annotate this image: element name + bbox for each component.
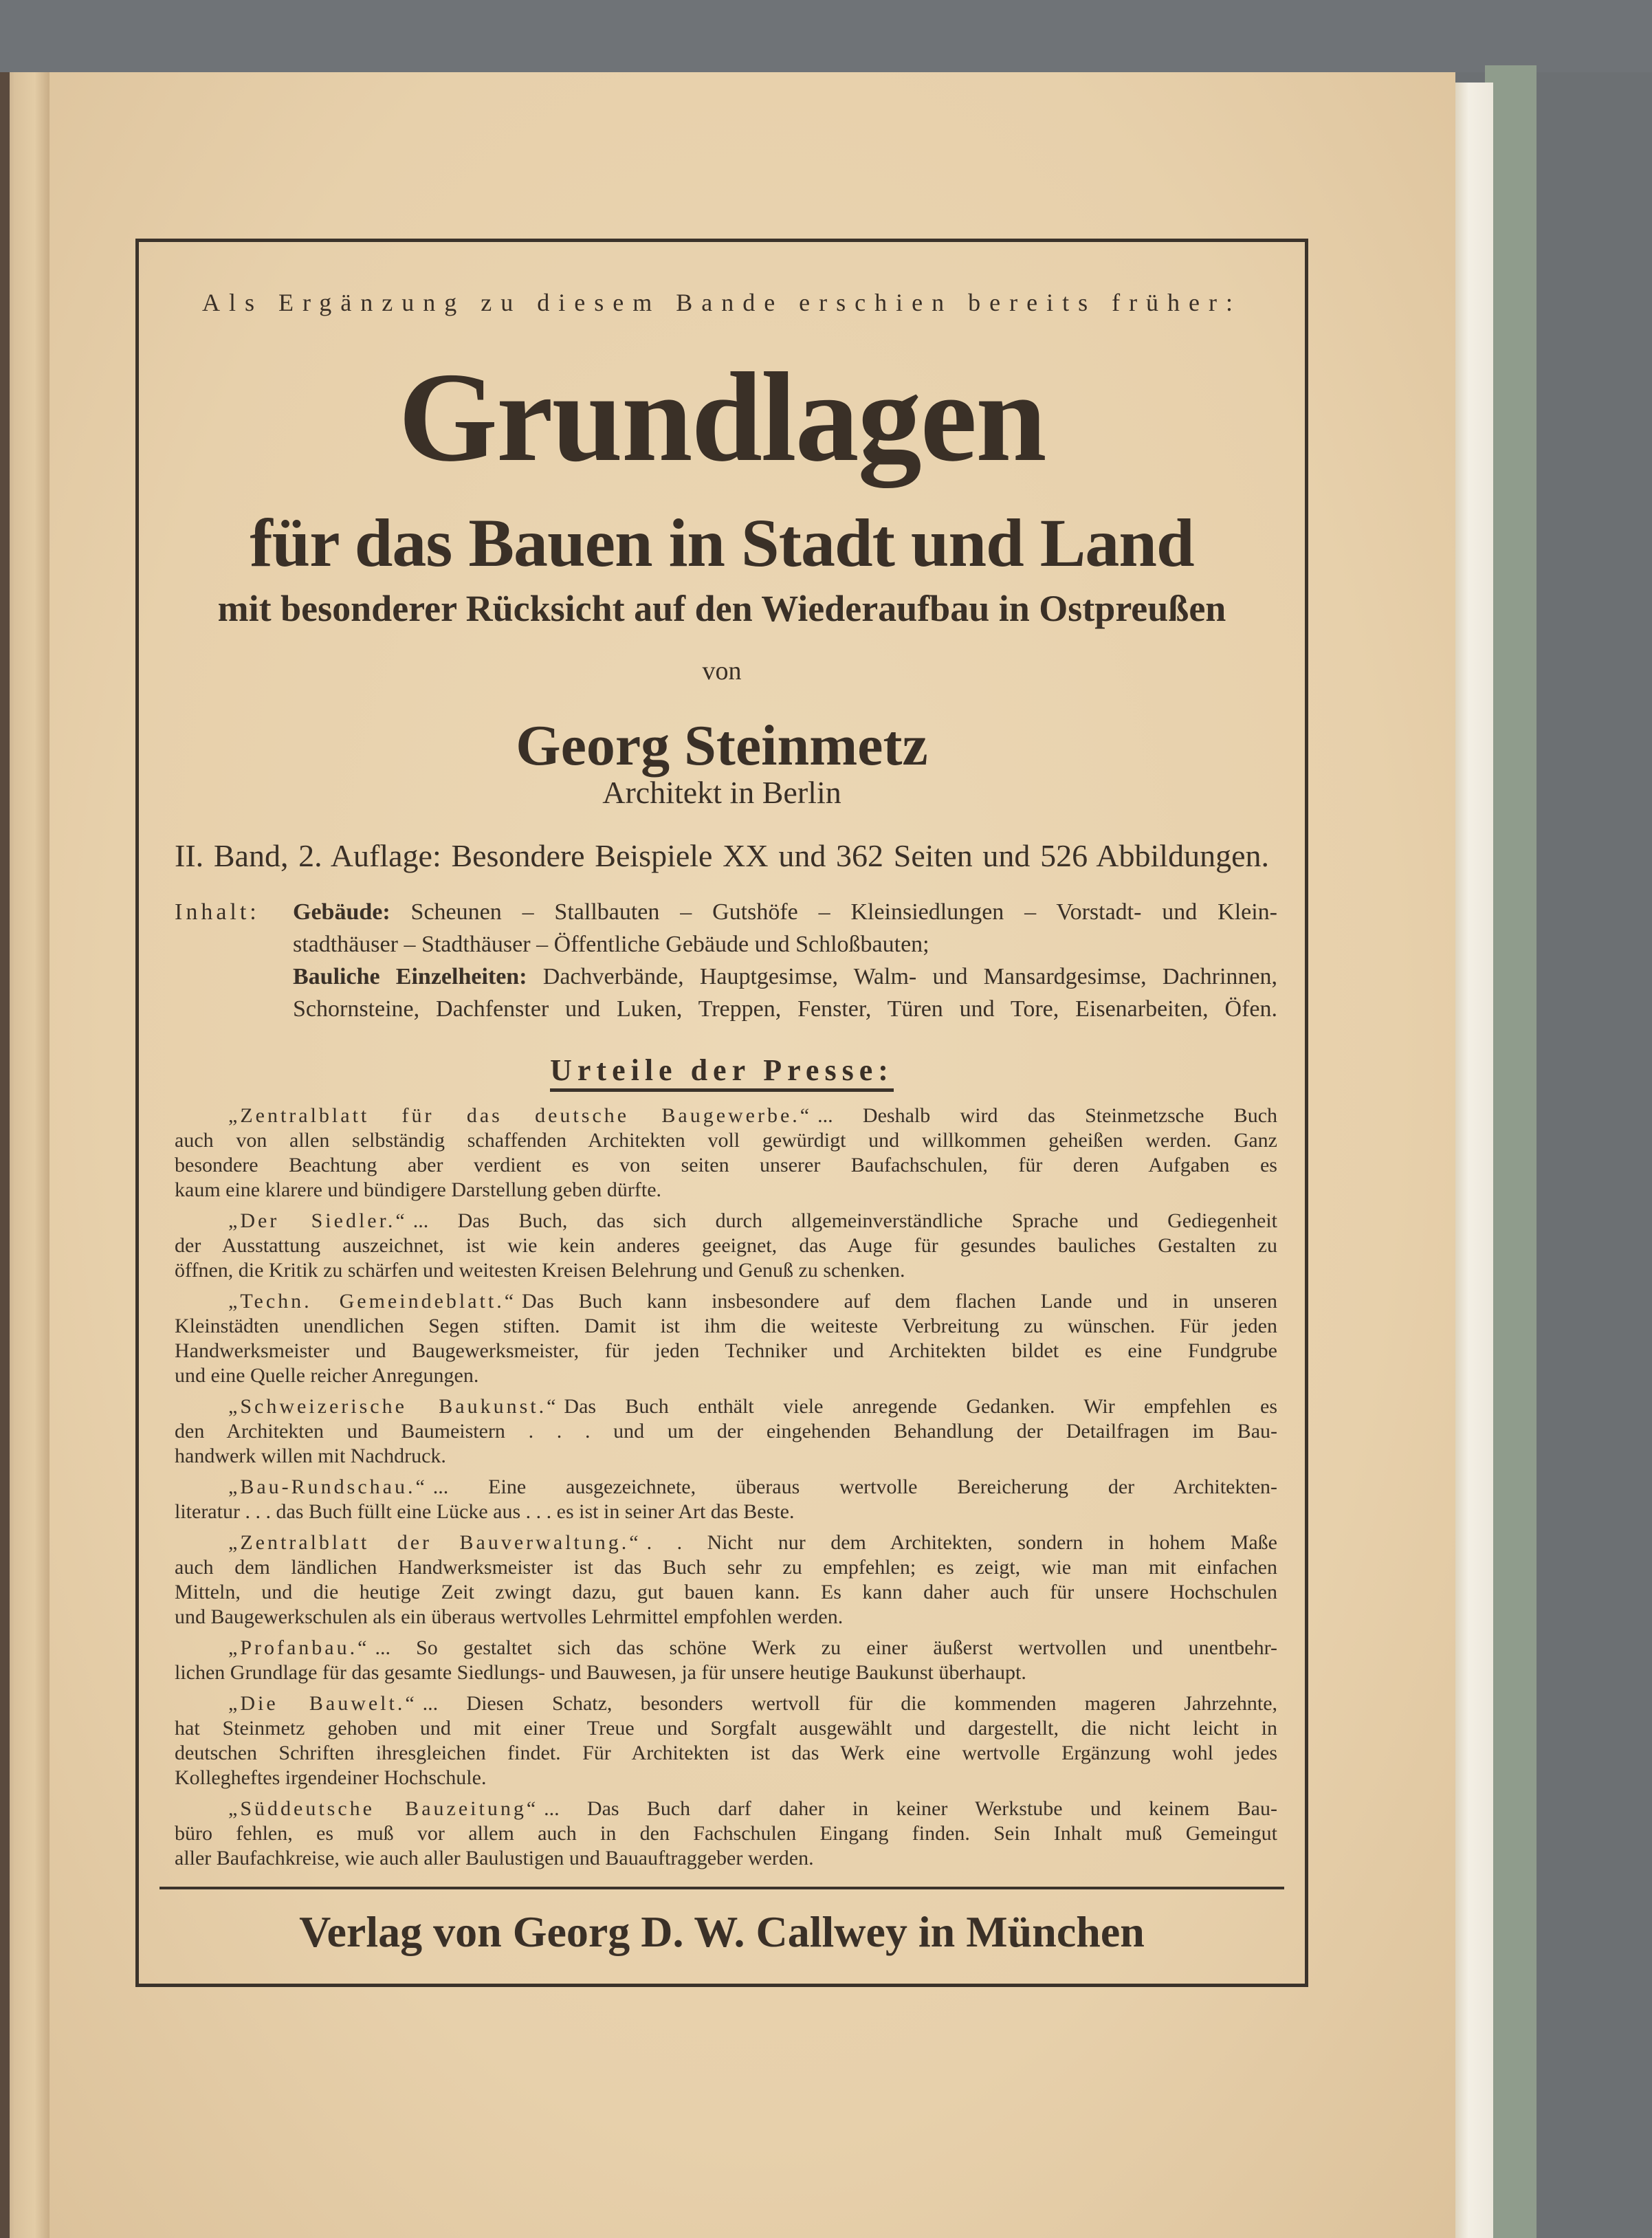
review-source: „Schweizerische Baukunst.“ (228, 1395, 559, 1418)
author-role: Architekt in Berlin (602, 775, 841, 810)
press-review (175, 1209, 1277, 1283)
binding-edge (0, 72, 10, 2238)
contents-text: Dachverbände, Hauptgesimse, Walm- und Mansardgesimse, Dachrinnen, (542, 964, 1278, 989)
contents-heading: Gebäude: (293, 899, 390, 925)
review-line (175, 1363, 1277, 1388)
contents-line (293, 961, 1277, 993)
publisher: Verlag von Georg D. W. Callwey in München (299, 1907, 1145, 1956)
review-source: „Bau-Rundschau.“ (228, 1475, 428, 1498)
press-review (175, 1394, 1277, 1469)
contents-line (293, 993, 1277, 1025)
book-title: Grundlagen (398, 347, 1046, 488)
review-text: ... Eine ausgezeichnete, überaus wertvolle Bereicherung der Architekten- (432, 1475, 1277, 1498)
page-stack-edges (1452, 83, 1493, 2238)
review-text: Das Buch kann insbesondere auf dem flachen Lande und in unseren (522, 1290, 1277, 1313)
review-line (175, 1766, 1277, 1790)
review-source: „Süddeutsche Bauzeitung“ (228, 1797, 539, 1820)
contents-heading: Bauliche Einzelheiten: (293, 964, 527, 989)
review-text: Kollegheftes irgendeiner Hochschule. (175, 1766, 487, 1789)
review-line (175, 1475, 1277, 1500)
review-text: den Architekten und Baumeistern . . . und um der eingehenden Behandlung der Detailfragen im Bau- (175, 1420, 1277, 1442)
divider (159, 1887, 1284, 1889)
book-subtitle: für das Bauen in Stadt und Land (250, 505, 1194, 581)
volume-info: II. Band, 2. Auflage: Besondere Beispiele XX und 362 Seiten und 526 Abbildungen. (175, 838, 1269, 873)
review-source: „Der Siedler.“ (228, 1209, 408, 1232)
review-line (175, 1209, 1277, 1233)
review-line (175, 1314, 1277, 1339)
advertisement-frame (135, 239, 1308, 1987)
review-line (175, 1153, 1277, 1178)
review-source: „Profanbau.“ (228, 1636, 370, 1659)
review-line (175, 1660, 1277, 1685)
review-line (175, 1555, 1277, 1580)
press-review (175, 1636, 1277, 1685)
review-text: hat Steinmetz gehoben und mit einer Treue und Sorgfalt ausgewählt und dargestellt, die nicht leicht in (175, 1717, 1277, 1740)
intro-line: Als Ergänzung zu diesem Bande erschien bereits früher: (201, 289, 1242, 316)
review-text: der Ausstattung auszeichnet, ist wie kein anderes geeignet, das Auge für gesundes bauliches Gestalten zu (175, 1234, 1277, 1257)
review-text: aller Baufachkreise, wie auch aller Baulustigen und Bauauftraggeber werden. (175, 1847, 814, 1869)
review-text: kaum eine klarere und bündigere Darstellung geben dürfte. (175, 1178, 662, 1201)
book-subtitle-secondary: mit besonderer Rücksicht auf den Wiederaufbau in Ostpreußen (217, 588, 1226, 629)
author-name: Georg Steinmetz (516, 714, 928, 778)
review-line (175, 1419, 1277, 1444)
review-text: ... Das Buch darf daher in keiner Werkstube und keinem Bau- (544, 1797, 1277, 1820)
review-line (175, 1741, 1277, 1766)
review-line (175, 1580, 1277, 1605)
review-text: büro fehlen, es muß vor allem auch in den Fachschulen Eingang finden. Sein Inhalt muß Gemeingut (175, 1822, 1277, 1845)
review-text: Kleinstädten unendlichen Segen stiften. Damit ist ihm die weiteste Verbreitung zu wünschen. Für jeden (175, 1315, 1277, 1337)
review-source: „Die Bauwelt.“ (228, 1692, 417, 1715)
review-text: ... Deshalb wird das Steinmetzsche Buch (817, 1104, 1277, 1127)
review-line (175, 1500, 1277, 1524)
contents-line (293, 896, 1277, 928)
press-review (175, 1531, 1277, 1630)
review-text: öffnen, die Kritik zu schärfen und weitesten Kreisen Belehrung und Genuß zu schenken. (175, 1259, 905, 1282)
press-reviews (175, 1104, 1277, 1877)
review-line (175, 1289, 1277, 1314)
contents-text: stadthäuser – Stadthäuser – Öffentliche Gebäude und Schloßbauten; (293, 932, 929, 957)
review-line (175, 1444, 1277, 1469)
review-text: . . Nicht nur dem Architekten, sondern in hohem Maße (646, 1531, 1277, 1554)
contents-text: Schornsteine, Dachfenster und Luken, Treppen, Fenster, Türen und Tore, Eisenarbeiten, Öfen. (293, 996, 1277, 1022)
press-review (175, 1104, 1277, 1203)
review-text: literatur . . . das Buch füllt eine Lücke aus . . . es ist in seiner Art das Beste. (175, 1500, 795, 1523)
contents-text: Scheunen – Stallbauten – Gutshöfe – Kleinsiedlungen – Vorstadt- und Klein- (410, 899, 1277, 925)
contents-label: Inhalt: (175, 899, 260, 925)
review-text: besondere Beachtung aber verdient es von seiten unserer Baufachschulen, für deren Aufgaben es (175, 1154, 1277, 1176)
review-text: Das Buch enthält viele anregende Gedanken. Wir empfehlen es (564, 1395, 1277, 1418)
book-page (49, 72, 1455, 2238)
review-line (175, 1691, 1277, 1716)
review-source: „Zentralblatt für das deutsche Baugewerbe.“ (228, 1104, 813, 1127)
press-review (175, 1691, 1277, 1790)
review-line (175, 1531, 1277, 1555)
press-review (175, 1289, 1277, 1388)
review-text: ... Diesen Schatz, besonders wertvoll für die kommenden mageren Jahrzehnte, (422, 1692, 1277, 1715)
review-line (175, 1716, 1277, 1741)
review-line (175, 1394, 1277, 1419)
review-line (175, 1104, 1277, 1128)
by-label: von (702, 657, 742, 685)
review-text: lichen Grundlage für das gesamte Siedlungs- und Bauwesen, ja für unsere heutige Baukunst überhaupt. (175, 1661, 1026, 1684)
review-source: „Zentralblatt der Bauverwaltung.“ (228, 1531, 641, 1554)
review-text: auch von allen selbständig schaffenden Architekten voll gewürdigt und willkommen geheißen werden. Ganz (175, 1129, 1277, 1152)
review-text: deutschen Schriften ihresgleichen findet. Für Architekten ist das Werk eine wertvolle Ergänzung wohl jedes (175, 1742, 1277, 1764)
press-reviews-heading-text: Urteile der Presse: (550, 1053, 894, 1092)
review-text: Mitteln, und die heutige Zeit zwingt dazu, gut bauen kann. Es kann daher auch für unsere Hochschulen (175, 1581, 1277, 1603)
press-review (175, 1797, 1277, 1871)
review-line (175, 1636, 1277, 1660)
review-line (175, 1128, 1277, 1153)
review-text: ... Das Buch, das sich durch allgemeinverständliche Sprache und Gediegenheit (412, 1209, 1277, 1232)
review-text: und eine Quelle reicher Anregungen. (175, 1364, 479, 1387)
review-text: Handwerksmeister und Baugewerksmeister, für jeden Techniker und Architekten bildet es eine Fundgrube (175, 1339, 1277, 1362)
press-reviews-heading (139, 1055, 1305, 1086)
press-review (175, 1475, 1277, 1524)
review-text: ... So gestaltet sich das schöne Werk zu einer äußerst wertvollen und unentbehr- (375, 1636, 1277, 1659)
review-line (175, 1797, 1277, 1821)
review-source: „Techn. Gemeindeblatt.“ (228, 1290, 517, 1313)
contents-section (175, 896, 1277, 1025)
review-line (175, 1821, 1277, 1846)
review-line (175, 1605, 1277, 1630)
review-line (175, 1846, 1277, 1871)
review-line (175, 1258, 1277, 1283)
scan-background-top (0, 0, 1652, 72)
review-line (175, 1233, 1277, 1258)
contents-line (293, 928, 1277, 961)
review-line (175, 1178, 1277, 1203)
review-text: handwerk willen mit Nachdruck. (175, 1445, 446, 1467)
review-text: und Baugewerkschulen als ein überaus wertvolles Lehrmittel empfohlen werden. (175, 1605, 844, 1628)
review-line (175, 1339, 1277, 1363)
review-text: auch dem ländlichen Handwerksmeister ist das Buch sehr zu empfehlen; es zeigt, wie man mit einfachen (175, 1556, 1277, 1579)
